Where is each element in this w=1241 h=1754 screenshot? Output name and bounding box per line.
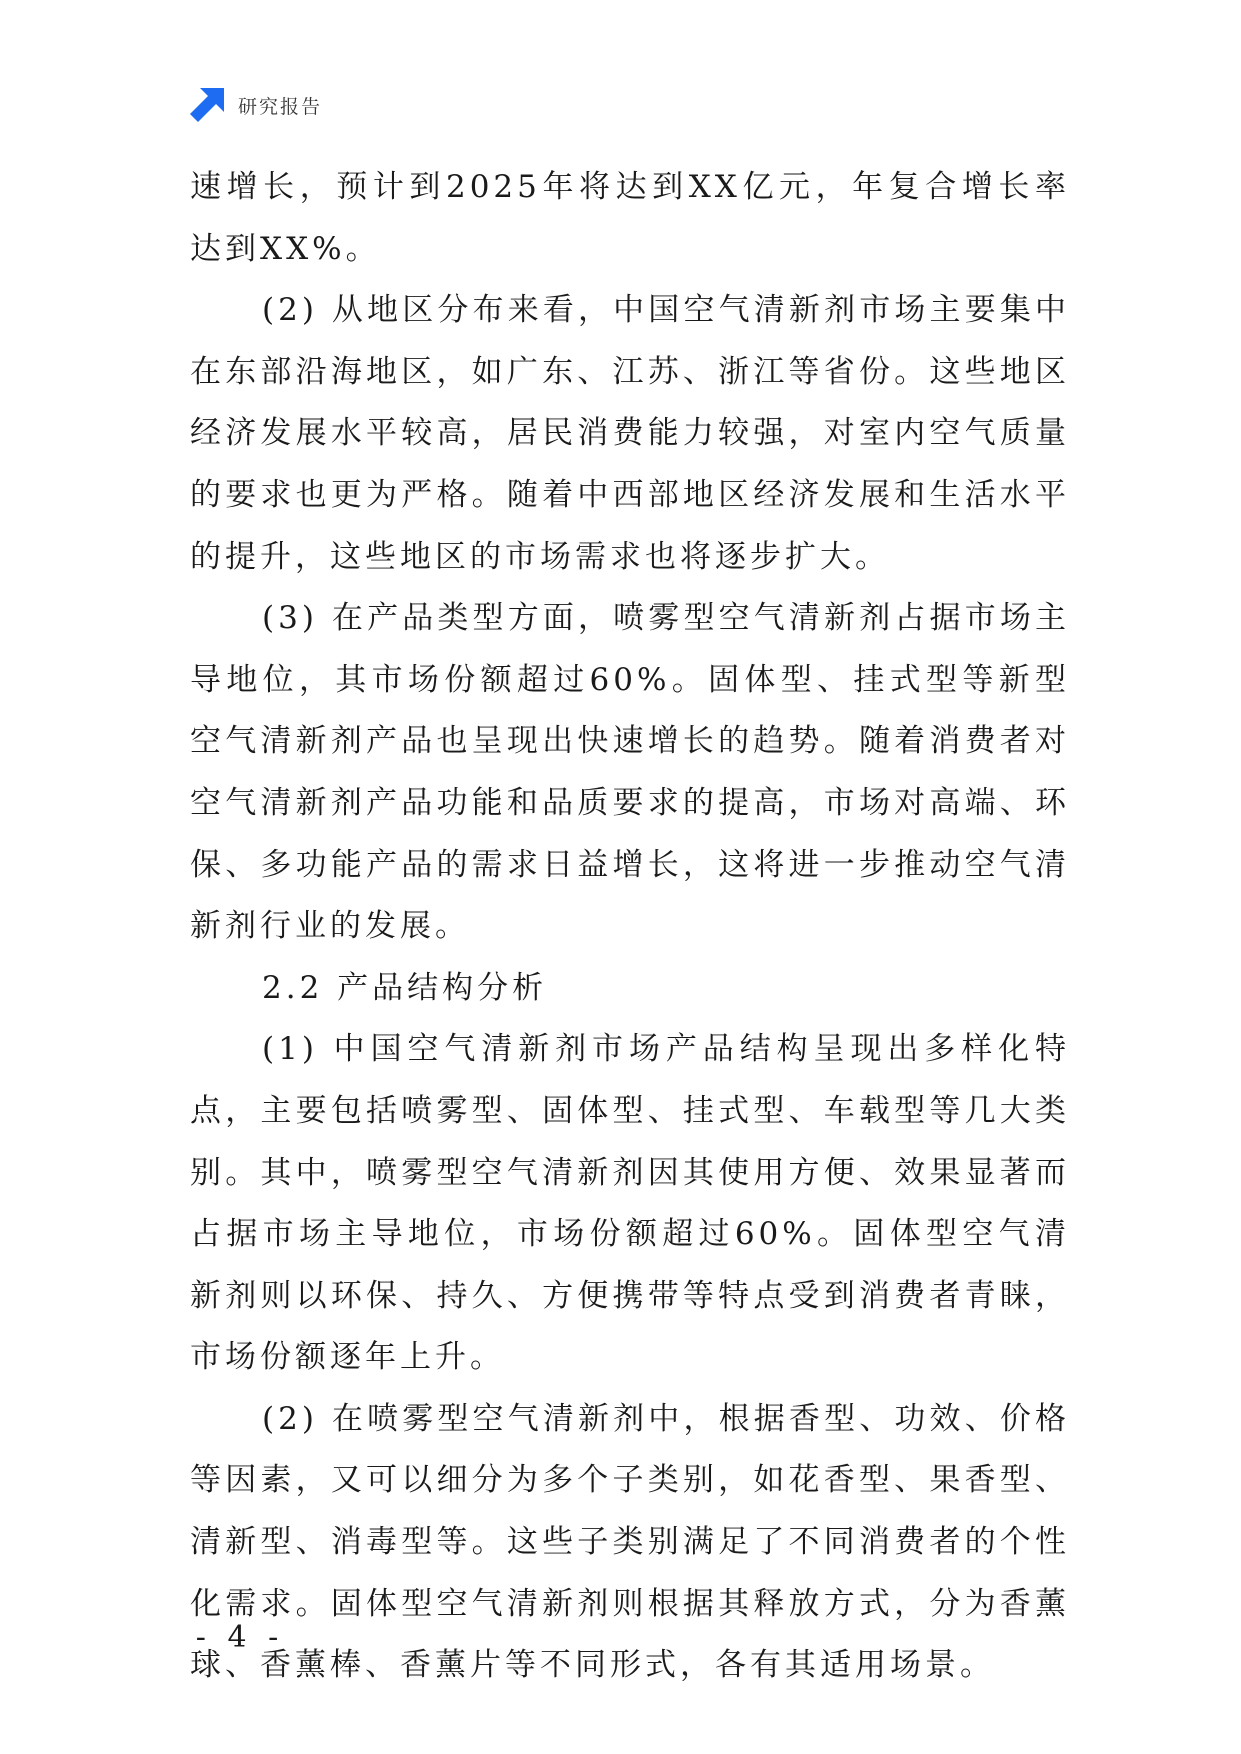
document-body <box>190 157 1070 1697</box>
paragraph-product-structure: (1) 中国空气清新剂市场产品结构呈现出多样化特点，主要包括喷雾型、固体型、挂式型、车载型等几大类别。其中，喷雾型空气清新剂因其使用方便、效果显著而占据市场主导地位，市场份额超过60%。固体型空气清新剂则以环保、持久、方便携带等特点受到消费者青睐，市场份额逐年上升。 <box>190 1031 1070 1376</box>
paragraph-continuation: 速增长，预计到2025年将达到XX亿元，年复合增长率达到XX%。 <box>190 169 1070 267</box>
page-header <box>190 88 322 122</box>
paragraph-regional-distribution: (2) 从地区分布来看，中国空气清新剂市场主要集中在东部沿海地区，如广东、江苏、浙江等省份。这些地区经济发展水平较高，居民消费能力较强，对室内空气质量的要求也更为严格。随着中西部地区经济发展和生活水平的提升，这些地区的市场需求也将逐步扩大。 <box>190 292 1070 575</box>
paragraph-product-types: (3) 在产品类型方面，喷雾型空气清新剂占据市场主导地位，其市场份额超过60%。固体型、挂式型等新型空气清新剂产品也呈现出快速增长的趋势。随着消费者对空气清新剂产品功能和品质要求的提高，市场对高端、环保、多功能产品的需求日益增长，这将进一步推动空气清新剂行业的发展。 <box>190 600 1070 945</box>
section-heading: 2.2 产品结构分析 <box>262 969 548 1006</box>
paragraph-spray-subcategories: (2) 在喷雾型空气清新剂中，根据香型、功效、价格等因素，又可以细分为多个子类别，如花香型、果香型、清新型、消毒型等。这些子类别满足了不同消费者的个性化需求。固体型空气清新剂则根据其释放方式，分为香薰球、香薰棒、香薰片等不同形式，各有其适用场景。 <box>190 1400 1070 1684</box>
page-number: - 4 - <box>195 1620 285 1655</box>
arrow-up-right-icon <box>190 88 224 122</box>
header-title: 研究报告 <box>238 95 323 118</box>
